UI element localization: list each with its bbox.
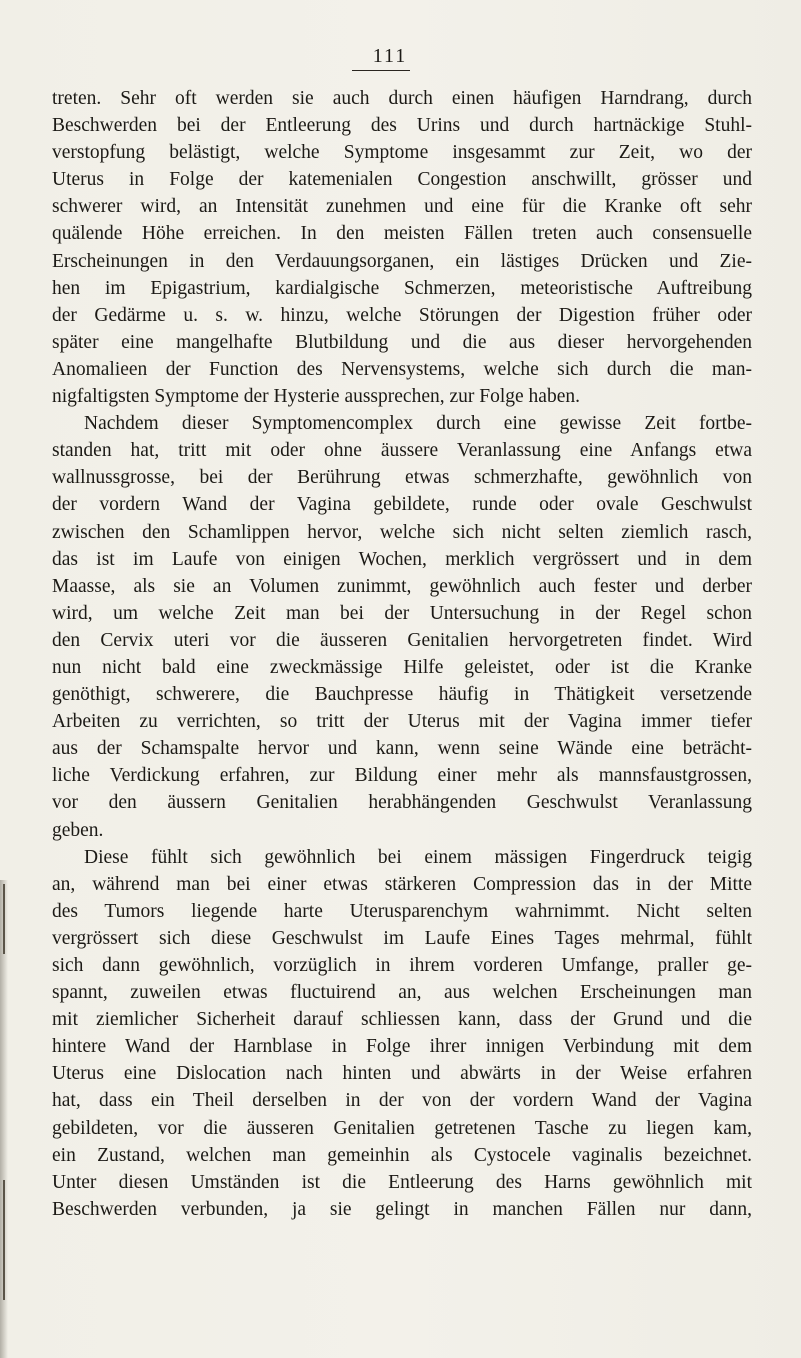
- text-line: Arbeiten zu verrichten, so tritt der Uterus mit der Vagina immer tiefer: [52, 711, 752, 733]
- text-line: das ist im Laufe von einigen Wochen, merklich vergrössert und in dem: [52, 548, 752, 570]
- body-text: [52, 85, 752, 1223]
- text-line: hen im Epigastrium, kardialgische Schmerzen, meteoristische Auftreibung: [52, 277, 752, 299]
- text-line: des Tumors liegende harte Uterusparenchym wahrnimmt. Nicht selten: [52, 900, 752, 922]
- text-line: der Gedärme u. s. w. hinzu, welche Störungen der Digestion früher oder: [52, 304, 752, 326]
- text-line: Uterus eine Dislocation nach hinten und abwärts in der Weise erfahren: [52, 1063, 752, 1085]
- text-line: ein Zustand, welchen man gemeinhin als Cystocele vaginalis bezeichnet.: [52, 1144, 752, 1166]
- text-line: der vordern Wand der Vagina gebildete, runde oder ovale Geschwulst: [52, 494, 752, 516]
- text-line: Nachdem dieser Symptomencomplex durch eine gewisse Zeit fortbe-: [84, 413, 752, 435]
- paragraph: [52, 844, 752, 1223]
- text-line: hintere Wand der Harnblase in Folge ihrer innigen Verbindung mit dem: [52, 1036, 752, 1058]
- page-number: 111: [372, 45, 408, 67]
- text-line: hat, dass ein Theil derselben in der von der vordern Wand der Vagina: [52, 1090, 752, 1112]
- text-line: verstopfung belästigt, welche Symptome insgesammt zur Zeit, wo der: [52, 142, 752, 164]
- text-line: später eine mangelhafte Blutbildung und die aus dieser hervorgehenden: [52, 331, 752, 353]
- text-line: schwerer wird, an Intensität zunehmen und eine für die Kranke oft sehr: [52, 196, 752, 218]
- text-line: nun nicht bald eine zweckmässige Hilfe geleistet, oder ist die Kranke: [52, 656, 752, 678]
- text-line: sich dann gewöhnlich, vorzüglich in ihrem vorderen Umfange, praller ge-: [52, 955, 752, 976]
- binding-edge-mark: [3, 1180, 5, 1300]
- text-line: Beschwerden bei der Entleerung des Urins und durch hartnäckige Stuhl-: [52, 115, 752, 137]
- text-line: geben.: [52, 819, 104, 841]
- text-line: liche Verdickung erfahren, zur Bildung einer mehr als mannsfaustgrossen,: [52, 765, 752, 787]
- text-line: nigfaltigsten Symptome der Hysterie aussprechen, zur Folge haben.: [52, 386, 580, 408]
- text-line: quälende Höhe erreichen. In den meisten Fällen treten auch consensuelle: [52, 223, 752, 245]
- text-line: wird, um welche Zeit man bei der Untersuchung in der Regel schon: [52, 602, 752, 624]
- text-line: den Cervix uteri vor die äusseren Genitalien hervorgetreten findet. Wird: [52, 629, 752, 651]
- text-line: Beschwerden verbunden, ja sie gelingt in manchen Fällen nur dann,: [52, 1198, 752, 1220]
- text-line: an, während man bei einer etwas stärkeren Compression das in der Mitte: [52, 873, 752, 895]
- text-line: mit ziemlicher Sicherheit darauf schliessen kann, dass der Grund und die: [52, 1009, 752, 1031]
- paragraph: [52, 410, 752, 844]
- text-line: Erscheinungen in den Verdauungsorganen, ein lästiges Drücken und Zie-: [52, 250, 752, 272]
- text-line: standen hat, tritt mit oder ohne äussere Veranlassung eine Anfangs etwa: [52, 440, 752, 462]
- paragraph: [52, 85, 752, 410]
- text-line: Anomalieen der Function des Nervensystems, welche sich durch die man-: [52, 358, 752, 380]
- text-line: spannt, zuweilen etwas fluctuirend an, aus welchen Erscheinungen man: [52, 982, 752, 1004]
- text-line: Unter diesen Umständen ist die Entleerung des Harns gewöhnlich mit: [52, 1171, 752, 1193]
- binding-edge-mark: [3, 884, 5, 954]
- text-line: Maasse, als sie an Volumen zunimmt, gewöhnlich auch fester und derber: [52, 575, 752, 597]
- text-line: Uterus in Folge der katemenialen Congestion anschwillt, grösser und: [52, 169, 752, 191]
- text-line: aus der Schamspalte hervor und kann, wenn seine Wände eine beträcht-: [52, 738, 752, 760]
- text-line: vergrössert sich diese Geschwulst im Laufe Eines Tages mehrmal, fühlt: [52, 927, 752, 949]
- text-line: genöthigt, schwerere, die Bauchpresse häufig in Thätigkeit versetzende: [52, 684, 752, 706]
- text-line: zwischen den Schamlippen hervor, welche sich nicht selten ziemlich rasch,: [52, 521, 752, 543]
- text-line: treten. Sehr oft werden sie auch durch einen häufigen Harndrang, durch: [52, 88, 752, 109]
- page-number-rule: [352, 70, 410, 71]
- text-line: vor den äussern Genitalien herabhängenden Geschwulst Veranlassung: [52, 792, 752, 814]
- text-line: Diese fühlt sich gewöhnlich bei einem mässigen Fingerdruck teigig: [84, 846, 752, 868]
- text-line: wallnussgrosse, bei der Berührung etwas schmerzhafte, gewöhnlich von: [52, 467, 752, 489]
- text-line: gebildeten, vor die äusseren Genitalien getretenen Tasche zu liegen kam,: [52, 1117, 752, 1139]
